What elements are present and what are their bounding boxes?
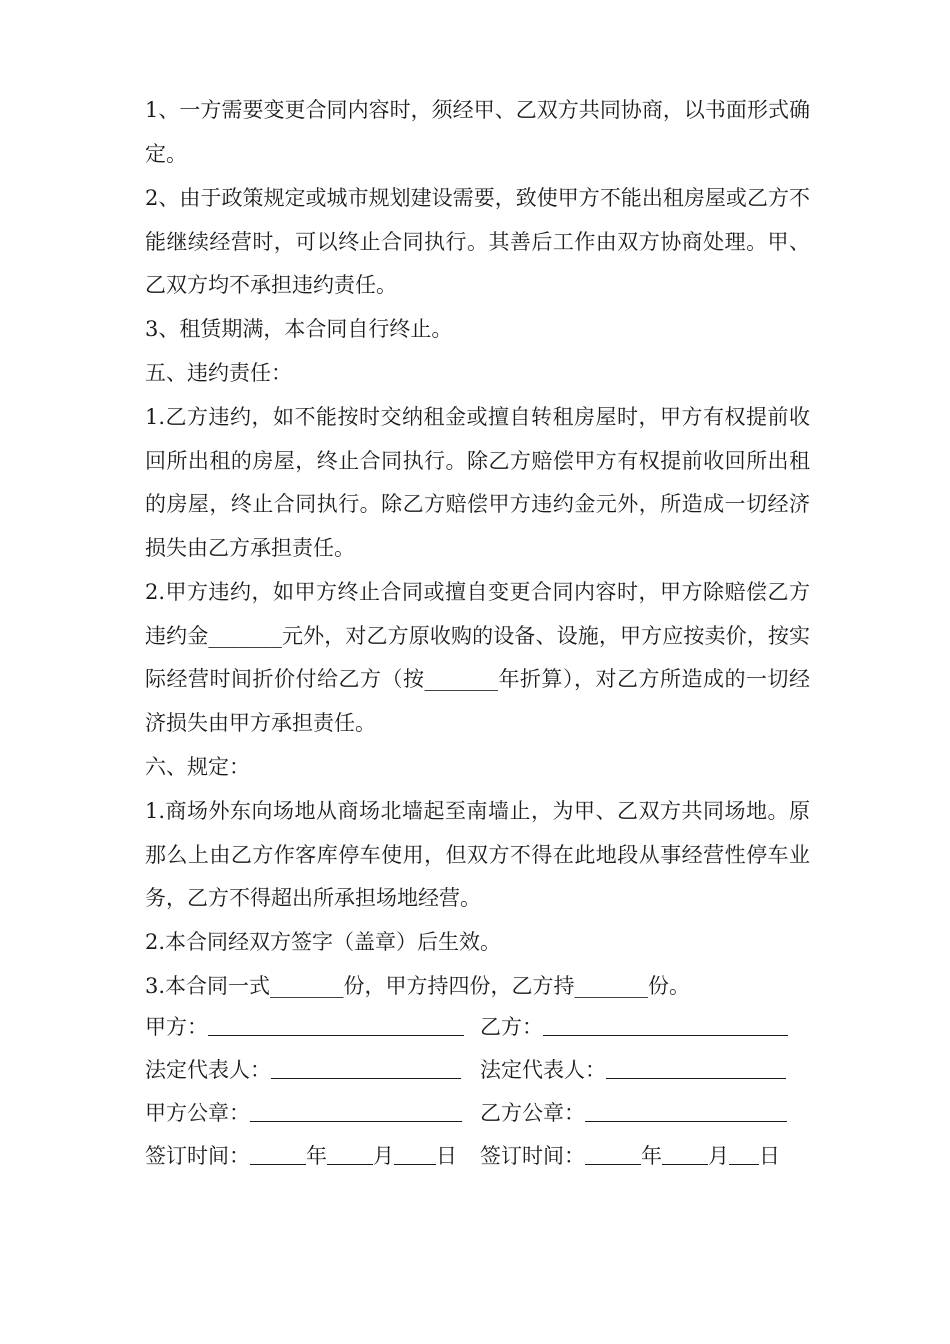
party-a-legal-rep-blank: [271, 1056, 461, 1079]
party-b-field: [480, 1012, 788, 1042]
clause-policy-termination: 2、由于政策规定或城市规划建设需要，致使甲方不能出租房屋或乙方不能继续经营时，可以终止合同执行。其善后工作由双方协商处理。甲、乙双方均不承担违约责任。: [145, 186, 810, 298]
party-b-seal-label: 乙方公章：: [480, 1101, 585, 1125]
party-b-seal-blank: [585, 1099, 787, 1122]
party-b-month-char: 月: [708, 1144, 729, 1168]
party-b-date-label: 签订时间：: [480, 1144, 585, 1168]
clause-shared-area: 1.商场外东向场地从商场北墙起至南墙止，为甲、乙双方共同场地。原那么上由乙方作客库停车使用，但双方不得在此地段从事经营性停车业务，乙方不得超出所承担场地经营。: [145, 799, 810, 911]
party-a-day-char: 日: [436, 1144, 457, 1168]
section-heading-breach: 五、违约责任：: [145, 361, 292, 385]
party-a-field: [145, 1012, 464, 1042]
clause-party-b-breach: 1.乙方违约，如不能按时交纳租金或擅自转租房屋时，甲方有权提前收回所出租的房屋，终止合同执行。除乙方赔偿甲方有权提前收回所出租的房屋，终止合同执行。除乙方赔偿甲方违约金元外，所造成一切经济损失由乙方承担责任。: [145, 405, 810, 561]
party-b-seal-field: [480, 1098, 787, 1128]
clause-copies: 3.本合同一式_______份，甲方持四份，乙方持_______份。: [145, 974, 691, 998]
party-b-date-field: [480, 1141, 780, 1171]
party-b-legal-rep-label: 法定代表人：: [480, 1058, 606, 1082]
party-b-year-char: 年: [641, 1144, 662, 1168]
party-a-label: 甲方：: [145, 1015, 208, 1039]
party-a-month-char: 月: [373, 1144, 394, 1168]
party-b-month-blank: [662, 1142, 708, 1165]
party-a-month-blank: [327, 1142, 373, 1165]
party-a-date-label: 签订时间：: [145, 1144, 250, 1168]
party-a-year-blank: [250, 1142, 306, 1165]
party-b-year-blank: [585, 1142, 641, 1165]
party-a-year-char: 年: [306, 1144, 327, 1168]
party-b-day-blank: [729, 1142, 759, 1165]
party-a-seal-field: [145, 1098, 462, 1128]
party-a-date-field: [145, 1141, 457, 1171]
party-a-seal-blank: [250, 1099, 462, 1122]
party-a-seal-label: 甲方公章：: [145, 1101, 250, 1125]
clause-change-contract: 1、一方需要变更合同内容时，须经甲、乙双方共同协商，以书面形式确定。: [145, 98, 810, 166]
party-a-legal-rep-field: [145, 1055, 461, 1085]
party-a-legal-rep-label: 法定代表人：: [145, 1058, 271, 1082]
party-b-legal-rep-field: [480, 1055, 786, 1085]
party-b-legal-rep-blank: [606, 1056, 786, 1079]
clause-effective: 2.本合同经双方签字（盖章）后生效。: [145, 930, 502, 954]
party-b-blank: [543, 1013, 788, 1036]
clause-party-a-breach: 2.甲方违约，如甲方终止合同或擅自变更合同内容时，甲方除赔偿乙方违约金_______元外，对乙方原收购的设备、设施，甲方应按卖价，按实际经营时间折价付给乙方（按_______年折算），对乙方所造成的一切经济损失由甲方承担责任。: [145, 580, 810, 736]
party-a-day-blank: [394, 1142, 436, 1165]
party-b-day-char: 日: [759, 1144, 780, 1168]
clause-lease-expiry: 3、租赁期满，本合同自行终止。: [145, 317, 453, 341]
party-a-blank: [208, 1013, 464, 1036]
party-b-label: 乙方：: [480, 1015, 543, 1039]
section-heading-rules: 六、规定：: [145, 755, 250, 779]
